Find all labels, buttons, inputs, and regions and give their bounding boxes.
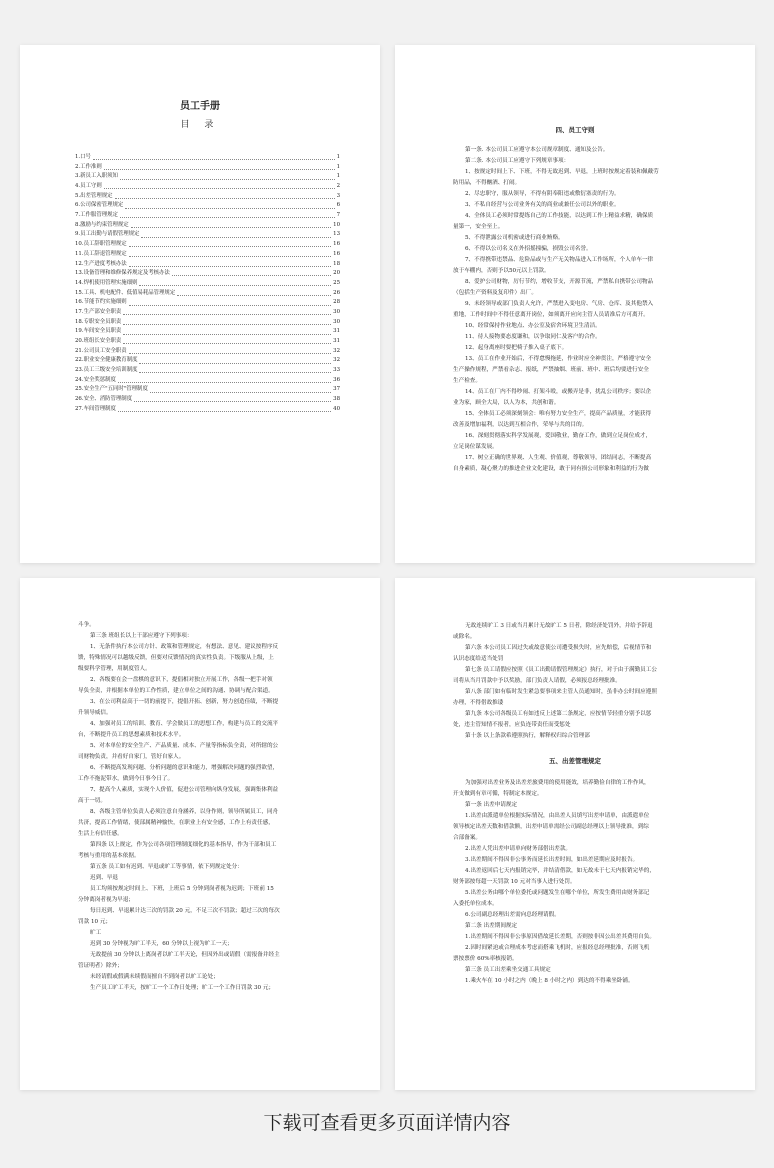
text-line: 1.出差期间不得因非公事原因借故延长差期，否则按非因公出差其费用自负。 [465, 934, 655, 940]
text-line: 管证明者）除外； [78, 963, 123, 969]
text-line: 级要科学管理，用制度管人。 [78, 666, 151, 672]
text-line: 第十条 以上条款希遵照执行，解释权归综合管理部 [465, 733, 590, 739]
toc-entry-label: 27.车间管理制度 [75, 405, 116, 412]
document-page-rules-continued [20, 578, 380, 1090]
text-line: 放于车棚内，否则予以50元以上罚款。 [453, 268, 550, 274]
text-line: 10、经常保持作业地点、办公室及宿舍环境卫生清洁。 [465, 323, 601, 329]
toc-entry-label: 3.新员工入职须知 [75, 173, 118, 180]
toc-entry-label: 22.职业安全健康教育制度 [75, 357, 138, 364]
text-line: 立足岗位谋发展。 [453, 444, 498, 450]
text-line: 分钟离岗者视为早退； [78, 897, 134, 903]
toc-entry-label: 11.员工辞退管理规定 [75, 250, 127, 257]
toc-entry-label: 8.激励与约束管理规定 [75, 221, 129, 228]
toc-entry-label: 25.安全生产"五同时"管理制度 [75, 386, 148, 393]
rules-end-body-text [453, 621, 715, 742]
toc-dot-leader [129, 266, 331, 267]
toc-dot-leader [104, 169, 335, 170]
handbook-title: 员工手册 [180, 101, 220, 112]
toc-dot-leader [123, 314, 331, 315]
text-line: 第一条. 本公司员工应遵守本公司规章制度、通知及公告。 [465, 147, 609, 153]
toc-entry-page: 38 [333, 396, 340, 403]
text-line: 办理，不得借故推诿 [453, 700, 504, 706]
text-line: 3.出差期间不得因非公事务而延长出差时间，如出差延期应及时报告。 [465, 857, 639, 863]
text-line: 4、全体员工必须时常提练自己的工作技能，以达到工作上精益求精，确保质 [465, 213, 654, 219]
text-line: 第四条 以上规定，作为公司各项管理制度细化的基本指导，作为干部和员工 [90, 842, 277, 848]
text-line: 业为家，顾全大局，以人为本，共创和谐。 [453, 400, 560, 406]
toc-entry-page: 18 [333, 260, 340, 267]
toc-entry-label: 4.员工守则 [75, 183, 102, 190]
text-line: 量第一，安全至上。 [453, 224, 504, 230]
toc-dot-leader [123, 324, 331, 325]
text-line: 1.乘火车在 10 小时之内（晚上 8 小时之内）到达的不得乘坐卧铺。 [465, 978, 634, 984]
toc-dot-leader [104, 188, 335, 189]
toc-entry [75, 395, 340, 405]
toc-entry-page: 31 [333, 338, 340, 345]
toc-entry [75, 279, 340, 289]
toc-entry [75, 386, 340, 396]
toc-dot-leader [139, 285, 331, 286]
text-line: 合部备案。 [453, 835, 481, 841]
text-line: 14、员工在厂内不得吵闹、打架斗殴，或搬弄是非，扰乱公司秩序；要以企 [465, 389, 652, 395]
toc-entry-label: 19.车间安全员职责 [75, 328, 122, 335]
toc-dot-leader [131, 227, 331, 228]
toc-entry-page: 32 [333, 357, 340, 364]
toc-entry-label: 15.工具、机电配件、低值易耗品管理规定 [75, 289, 176, 296]
toc-dot-leader [134, 401, 331, 402]
text-line: 馈，特殊情况可以越级反馈，但要对反馈情况的真实性负责。下级服从上级，上 [78, 655, 274, 661]
toc-entry-page: 1 [336, 173, 340, 180]
toc-entry-label: 6.公司保密管理规定 [75, 202, 124, 209]
text-line: 4.出差返回后七天内报销完毕，并结清借款，如无故未于七天内报销完毕的， [465, 868, 655, 874]
toc-entry [75, 366, 340, 376]
toc-dot-leader [123, 343, 331, 344]
toc-entry-label: 14.焊机使用管理实施细则 [75, 279, 138, 286]
text-line: 8、爱护公司财物，厉行节约，增收节支，开源节流，严禁私自携带公司物品 [465, 279, 654, 285]
toc-entry [75, 376, 340, 386]
text-line: 无故连续旷工 3 日或当月累计无故旷工 5 日者，除经济处罚外，并给予辞退 [465, 623, 653, 629]
toc-entry-label: 13.设备管理和维修保养规定及考核办法 [75, 270, 170, 277]
toc-entry [75, 260, 340, 270]
toc-entry [75, 405, 340, 415]
text-line: 防用品，不得酗酒、打闹。 [453, 180, 521, 186]
toc-entry-page: 1 [336, 153, 340, 160]
toc-entry [75, 289, 340, 299]
text-line: 为加强对出差业务及出差差旅费用的使用能效，培养勤俭自律的工作作风， [465, 780, 650, 786]
text-line: 6、不得以公司名义在外招摇撞骗，损毁公司名誉。 [465, 246, 592, 252]
text-line: 2.出差人凭出差申请单向财务部借出差款。 [465, 846, 572, 852]
text-line: 财务部按每超一天罚款 10 元对当事人进行处罚。 [453, 879, 576, 885]
toc-entry-page: 32 [333, 347, 340, 354]
text-line: 未经请假或假满未续假而擅自不到岗者以旷工论处； [90, 974, 219, 980]
toc-entry [75, 163, 340, 173]
text-line: 无故提前 30 分钟以上离岗者以旷工半天论，但因外出或请假（需报备并经主 [90, 952, 280, 958]
toc-entry-label: 7.工作服管理规定 [75, 212, 118, 219]
toc-entry [75, 201, 340, 211]
document-page-travel [395, 578, 755, 1090]
toc-dot-leader [125, 208, 334, 209]
toc-entry-label: 12.生产进度考核办法 [75, 260, 127, 267]
toc-entry-page: 3 [336, 192, 340, 199]
toc-dot-leader [139, 363, 331, 364]
download-caption: 下载可查看更多页面详情内容 [263, 1112, 511, 1134]
text-line: 2、尽忠职守，服从领导，不得有阴奉阳违或敷衍塞责的行为。 [465, 191, 620, 197]
toc-entry-page: 26 [333, 289, 340, 296]
toc-entry [75, 250, 340, 260]
text-line: 司将从当月罚款中予以奖励，部门负责人请假，必须报总经理批准。 [453, 678, 621, 684]
toc-entry-page: 33 [333, 367, 340, 374]
text-line: 处，违主管知情不报者，应负连带责任而受惩处 [453, 722, 571, 728]
text-line: 第九条 本公司各级员工有如违反上述第二条规定，应按情节轻重分别予以惩 [465, 711, 652, 717]
text-line: 或除名。 [453, 634, 476, 640]
toc-entry-page: 7 [336, 212, 340, 219]
toc-dot-leader [129, 256, 331, 257]
text-line: 认识态度给适当处罚 [453, 656, 504, 662]
toc-entry-page: 2 [336, 183, 340, 190]
toc-dot-leader [93, 159, 335, 160]
text-line: 领导核定出差天数和借款额，出差申请单需经公司副总经理以上领导批准，到综 [453, 824, 649, 830]
text-line: 11、待人接物要态度谦和，以争取同仁及客户的合作。 [465, 334, 601, 340]
toc-entry-page: 31 [333, 328, 340, 335]
text-line: 1、无条件执行本公司方针、政策和管理规定，有想法、意见、建议按程序反 [90, 644, 279, 650]
document-page-rules [395, 45, 755, 563]
toc-entry-label: 23.员工三级安全培训制度 [75, 367, 138, 374]
toc-dot-leader [118, 382, 331, 383]
toc-entry [75, 337, 340, 347]
toc-entry-page: 40 [333, 405, 340, 412]
toc-entry [75, 298, 340, 308]
toc-entry-page: 28 [333, 299, 340, 306]
text-line: 1.出差由派遣单位根据实际情况，由出差人员填写出差申请单，由派遣单位 [465, 813, 650, 819]
text-line: 升领导威信。 [78, 710, 112, 716]
toc-entry [75, 327, 340, 337]
text-line: 重地，工作时间中不得任意离开岗位，如须离开应向主管人员请准后方可离开。 [453, 312, 649, 318]
toc-dot-leader [141, 237, 331, 238]
toc-dot-leader [150, 392, 331, 393]
text-line: 第五条 员工如有迟到、早退或旷工等事情，依下列规定处分： [90, 864, 243, 870]
text-line: 员工均须按规定时间上、下班，上班后 5 分钟到岗者视为迟到；下班前 15 [90, 886, 274, 892]
toc-entry [75, 153, 340, 163]
text-line: 第七条 员工请假应按照《员工出勤请假管理规定》执行，对于由于满勤员工公 [465, 667, 657, 673]
text-line: 每日迟到、早退累计达三次的罚款 20 元，不足三次不罚款；超过三次的每次 [90, 908, 280, 914]
text-line: 台，不断提升员工的思想素质和技术水平。 [78, 732, 185, 738]
toc-entry-label: 17.生产部安全职责 [75, 308, 122, 315]
toc-entry [75, 269, 340, 279]
text-line: 9、未经领导或部门负责人允许，严禁进入变电房、气房、仓库、及其他禁入 [465, 301, 654, 307]
text-line: 第八条 部门如有临时发生紧急要事项来主管人员通知时，虽非办公时间应遵照 [465, 689, 657, 695]
toc-entry-label: 1.口号 [75, 153, 91, 160]
toc-dot-leader [129, 353, 331, 354]
text-line: 8、各级主管单位负责人必须注意自身涵养，以身作则，领导所属员工，同舟 [90, 809, 279, 815]
text-line: 15、全体员工必须深刻领会：唯有努力安全生产，提高产品质量，才能获得 [465, 411, 652, 417]
toc-entry-page: 30 [333, 318, 340, 325]
text-line: 第三条 班组长以上干部应遵守下列事项： [90, 633, 193, 639]
text-line: 第一条 出差申请规定 [465, 802, 518, 808]
table-of-contents [75, 153, 340, 415]
text-line: 票按票价 60%率核报销。 [453, 956, 518, 962]
toc-entry-page: 25 [333, 279, 340, 286]
toc-entry-page: 30 [333, 308, 340, 315]
text-line: 3、在公司利益高于一切的前提下，提倡开拓、创新，努力创造佳绩，不断提 [90, 699, 279, 705]
text-line: 司财物负责，并看好自家门，管好自家人。 [78, 754, 185, 760]
toc-entry [75, 308, 340, 318]
section-title-travel: 五、出差管理规定 [549, 757, 601, 765]
toc-entry [75, 231, 340, 241]
text-line: 6.公司副总经理出差需向总经理请假。 [465, 912, 560, 918]
text-line: 3、不私自经营与公司业务有关的商业或兼任公司以外的职业。 [465, 202, 620, 208]
toc-dot-leader [120, 217, 335, 218]
text-line: 生产操作规程，严禁看杂志、报纸，严禁抽烟、班前、班中、班后均要进行安全 [453, 367, 649, 373]
toc-dot-leader [129, 246, 331, 247]
text-line: 开支做到有章可循，特制定本规定。 [453, 791, 543, 797]
text-line: 第二条. 本公司员工应遵守下列规章事项： [465, 158, 570, 164]
text-line: 高于一切。 [78, 798, 106, 804]
toc-dot-leader [120, 179, 335, 180]
text-line: 导负全责，并根据本单位的工作性质，建立单位之间的沟通、协调与配合渠道。 [78, 688, 274, 694]
text-line: 12、起身离座时要把椅子推入桌子底下。 [465, 345, 568, 351]
rules-body-text [453, 145, 715, 475]
toc-entry-label: 26.安全、消防管理制度 [75, 396, 133, 403]
toc-entry-label: 18.专职安全员职责 [75, 318, 122, 325]
text-line: 2.因时间紧迫或合理成本考虑而搭乘飞机时，应报经总经理批准，否则飞机 [465, 945, 650, 951]
text-line: 改善及增加福利，以达到互相合作，荣辱与共的目的。 [453, 422, 588, 428]
toc-entry [75, 211, 340, 221]
toc-entry-page: 16 [333, 241, 340, 248]
toc-entry-label: 2.工作准则 [75, 163, 102, 170]
text-line: 工作不拖泥带水，做到今日事今日了。 [78, 776, 174, 782]
text-line: 斗争。 [78, 622, 95, 628]
toc-dot-leader [177, 295, 331, 296]
text-line: 旷工 [90, 930, 102, 936]
text-line: 入委托单位成本。 [453, 901, 498, 907]
text-line: （包括生产资料及复印件）出厂。 [453, 290, 537, 296]
text-line: 生活上有信任感。 [78, 831, 123, 837]
text-line: 16、深刻贯彻落实科学发展观，爱国敬业，勤奋工作，做到立足岗位成才， [465, 433, 652, 439]
rules-continued-body-text [78, 620, 340, 994]
toc-entry-page: 36 [333, 376, 340, 383]
toc-entry-label: 16.节能节约实施细则 [75, 299, 127, 306]
toc-entry-page: 1 [336, 163, 340, 170]
text-line: 第六条 本公司员工因过失或故意使公司遭受损失时，应先赔偿，后视情节和 [465, 645, 652, 651]
toc-entry-page: 10 [333, 221, 340, 228]
toc-dot-leader [123, 334, 331, 335]
toc-dot-leader [172, 275, 331, 276]
toc-entry-page: 6 [336, 202, 340, 209]
toc-entry [75, 318, 340, 328]
toc-dot-leader [129, 305, 331, 306]
text-line: 5、对本单位的安全生产、产品质量、成本、产量等指标负全责，对所辖的公 [90, 743, 279, 749]
toc-entry-label: 20.班组长安全职责 [75, 338, 122, 345]
text-line: 5.出差公务由哪个单位委托或问题发生在哪个单位，所发生费用由财务部记 [465, 890, 650, 896]
text-line: 17、树立正确的世界观、人生观、价值观，尊敬领导，团结同志，不断提高 [465, 455, 652, 461]
toc-heading: 目 录 [180, 120, 220, 130]
toc-entry-label: 24.安全奖惩制度 [75, 376, 116, 383]
toc-entry-page: 16 [333, 250, 340, 257]
toc-dot-leader [139, 372, 331, 373]
text-line: 5、不得泄露公司机密或进行商业贿赂。 [465, 235, 564, 241]
travel-body-text [453, 778, 715, 987]
text-line: 7、不得携带违禁品、危险品或与生产无关物品进入工作场所，个人单车一律 [465, 257, 654, 263]
toc-entry-label: 5.出差管理规定 [75, 192, 113, 199]
toc-entry [75, 172, 340, 182]
text-line: 2、各级要在会一盘棋的意识下，提倡相对独立开展工作，各级一把手对领 [90, 677, 273, 683]
text-line: 第三条 员工出差乘坐交通工具规定 [465, 967, 551, 973]
text-line: 1、按规定时间上下、下班，不得无故迟到、早退，上班时按规定着装和佩戴劳 [465, 169, 659, 175]
toc-dot-leader [115, 198, 335, 199]
text-line: 生产检查。 [453, 378, 481, 384]
text-line: 第二条 出差期间规定 [465, 923, 518, 929]
text-line: 7、提高个人素质，实现个人价值，促进公司管理向纵身发展，强调集体利益 [90, 787, 279, 793]
toc-entry-label: 10.员工辞职管理规定 [75, 241, 127, 248]
toc-entry-label: 21.公司员工安全职责 [75, 347, 127, 354]
text-line: 6、不断提高发现问题、分析问题的意识和能力，增强解决问题的强烈欲望， [90, 765, 279, 771]
text-line: 自身素质，凝心聚力的推进企业文化建设，敢于同有损公司形象和利益的行为做 [453, 466, 649, 472]
toc-entry-page: 20 [333, 270, 340, 277]
text-line: 罚款 10 元； [78, 919, 112, 925]
toc-entry [75, 182, 340, 192]
text-line: 共济，提高工作情绪，使部属精神愉快，在职业上有安全感，工作上有责任感， [78, 820, 274, 826]
text-line: 生产员工旷工半天，按旷工一个工作日处理；旷工一个工作日罚款 30 元； [90, 985, 275, 991]
text-line: 迟到、早退 [90, 875, 118, 881]
toc-entry-label: 9.员工出勤与请假管理规定 [75, 231, 140, 238]
document-page-toc [20, 45, 380, 563]
toc-entry-page: 13 [333, 231, 340, 238]
toc-entry-page: 37 [333, 386, 340, 393]
toc-entry [75, 356, 340, 366]
text-line: 迟到 30 分钟视为旷工半天，60 分钟以上视为旷工一天； [90, 941, 233, 947]
toc-dot-leader [118, 411, 331, 412]
toc-entry [75, 221, 340, 231]
toc-entry [75, 192, 340, 202]
toc-entry [75, 240, 340, 250]
text-line: 13、员工在作业开始后，不得怠慢拖延，作业时应全神贯注，严格遵守安全 [465, 356, 652, 362]
text-line: 4、加强对员工的培训、教育、学会做员工的思想工作，构建与员工的交流平 [90, 721, 279, 727]
toc-entry [75, 347, 340, 357]
text-line: 考核与重用的基本依据。 [78, 853, 140, 859]
section-title-rules: 四、员工守则 [555, 126, 595, 134]
